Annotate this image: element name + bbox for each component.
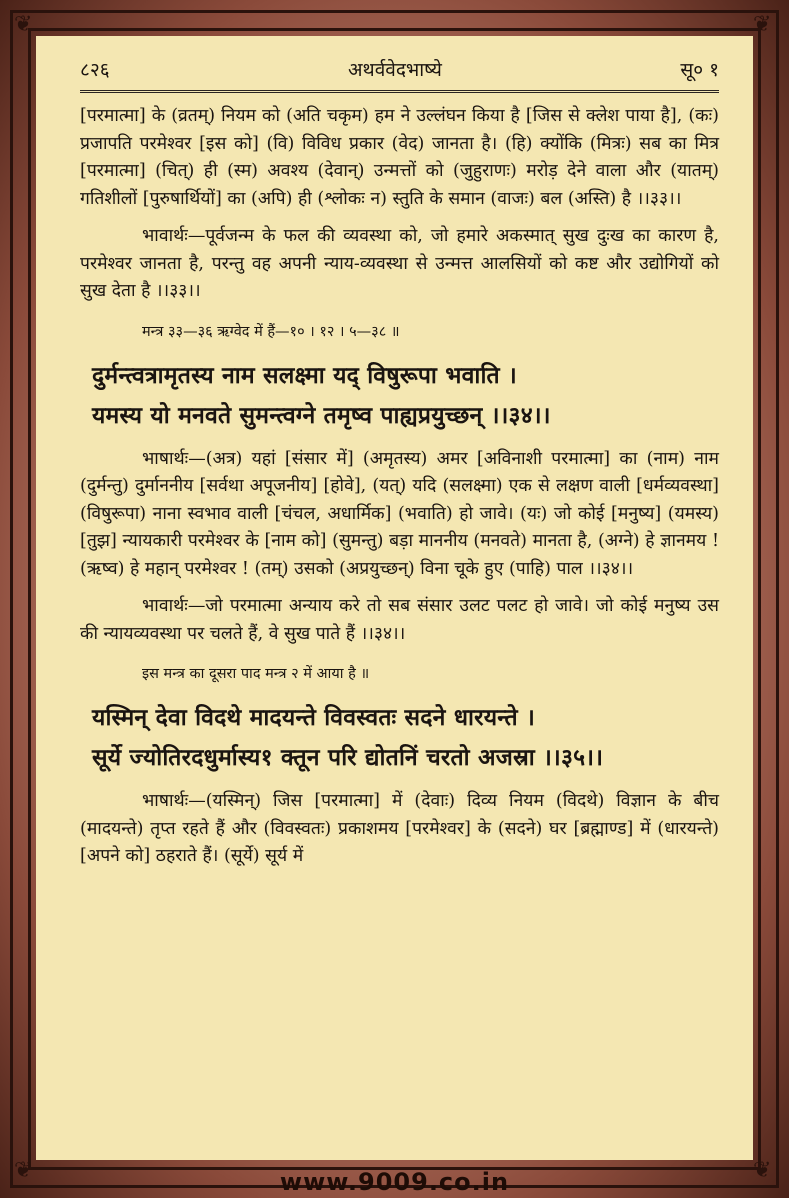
book-page bbox=[36, 36, 753, 1160]
verse-34-line-2: यमस्य यो मनवते सुमन्त्वग्ने तमृष्व पाह्यप्रयुच्छन् ।।३४।। bbox=[92, 401, 551, 429]
translation-paragraph-35: भाषार्थः—(यस्मिन्) जिस [परमात्मा] में (देवाः) दिव्य नियम (विदथे) विज्ञान के बीच (मादयन्ते) तृप्त रहते हैं और (विवस्वतः) प्रकाशमय [परमेश्वर] के (सदने) घर [ब्रह्माण्ड] में (धारयन्ते) [अपने को] ठहराते हैं। (सूर्ये) सूर्य में bbox=[80, 791, 719, 866]
page-header bbox=[80, 54, 719, 84]
sukta-number: सू० १ bbox=[680, 59, 719, 81]
mantra-pada-note: इस मन्त्र का दूसरा पाद मन्त्र २ में आया है ॥ bbox=[142, 666, 370, 682]
website-footer-link[interactable]: www.9009.co.in bbox=[279, 1168, 510, 1196]
corner-ornament-icon: ❦ bbox=[14, 1158, 33, 1183]
translation-paragraph-34: भाषार्थः—(अत्र) यहां [संसार में] (अमृतस्य) अमर [अविनाशी परमात्मा] का (नाम) नाम (दुर्मन्तु) दुर्माननीय [सर्वथा अपूजनीय] [होवे], (यत्) यदि (सलक्ष्मा) एक से लक्षण वाली [धर्मव्यवस्था] (विषुरूपा) नाना स्वभाव वाली [चंचल, अधार्मिक] (भवाति) हो जावे। (यः) जो कोई [मनुष्य] (यमस्य) [तुझ] न्यायकारी परमेश्वर के [नाम को] (सुमन्तु) बड़ा माननीय (मनवते) मानता है, (अग्ने) हे ज्ञानमय ! (ऋष्व) हे महान् परमेश्वर ! (तम्) उसको (अप्रयुच्छन्) विना चूके हुए (पाहि) पाल ।।३४।। bbox=[80, 448, 719, 579]
verse-34-line-1: दुर्मन्त्वत्रामृतस्य नाम सलक्ष्मा यद् विषुरूपा भवाति । bbox=[92, 361, 517, 389]
verse-35-line-1: यस्मिन् देवा विदथे मादयन्ते विवस्वतः सदने धारयन्ते । bbox=[92, 704, 535, 731]
summary-paragraph-34: भावार्थः—जो परमात्मा अन्याय करे तो सब संसार उलट पलट हो जावे। जो कोई मनुष्य उस की न्यायव्यवस्था पर चलते हैं, वे सुख पाते हैं ।।३४।। bbox=[80, 596, 719, 644]
verse-35-line-2: सूर्ये ज्योतिरदधुर्मास्य१ क्तून परि द्योतनिं चरतो अजस्रा ।।३५।। bbox=[92, 744, 604, 771]
translation-paragraph-33: [परमात्मा] के (व्रतम्) नियम को (अति चकृम) हम ने उल्लंघन किया है [जिस से क्लेश पाया है], (कः) प्रजापति परमेश्वर [इस को] (वि) विविध प्रकार (वेद) जानता है। (हि) क्योंकि (मित्रः) सब का मित्र [परमात्मा] (चित्) ही (स्म) अवश्य (देवान्) उन्मत्तों को (जुहुराणः) मरोड़ देने वाला और (यातम्) गतिशीलों [पुरुषार्थियों] का (अपि) ही (श्लोकः न) स्तुति के समान (वाजः) बल (अस्ति) है ।।३३।। bbox=[80, 106, 719, 209]
page-title: अथर्ववेदभाष्ये bbox=[348, 59, 442, 81]
corner-ornament-icon: ❦ bbox=[753, 1158, 772, 1183]
corner-ornament-icon: ❦ bbox=[14, 12, 33, 37]
summary-paragraph-33: भावार्थः—पूर्वजन्म के फल की व्यवस्था को, जो हमारे अकस्मात् सुख दुःख का कारण है, परमेश्वर जानता है, परन्तु वह अपनी न्याय-व्यवस्था से उन्मत्त आलसियों को कष्ट और उद्योगियों को सुख देता है ।।३३।। bbox=[80, 226, 719, 301]
mantra-reference-note: मन्त्र ३३—३६ ऋग्वेद में हैं—१० । १२ । ५—३८ ॥ bbox=[142, 323, 400, 340]
page-number: ८२६ bbox=[80, 59, 110, 81]
corner-ornament-icon: ❦ bbox=[753, 12, 772, 37]
header-rule bbox=[80, 90, 719, 93]
